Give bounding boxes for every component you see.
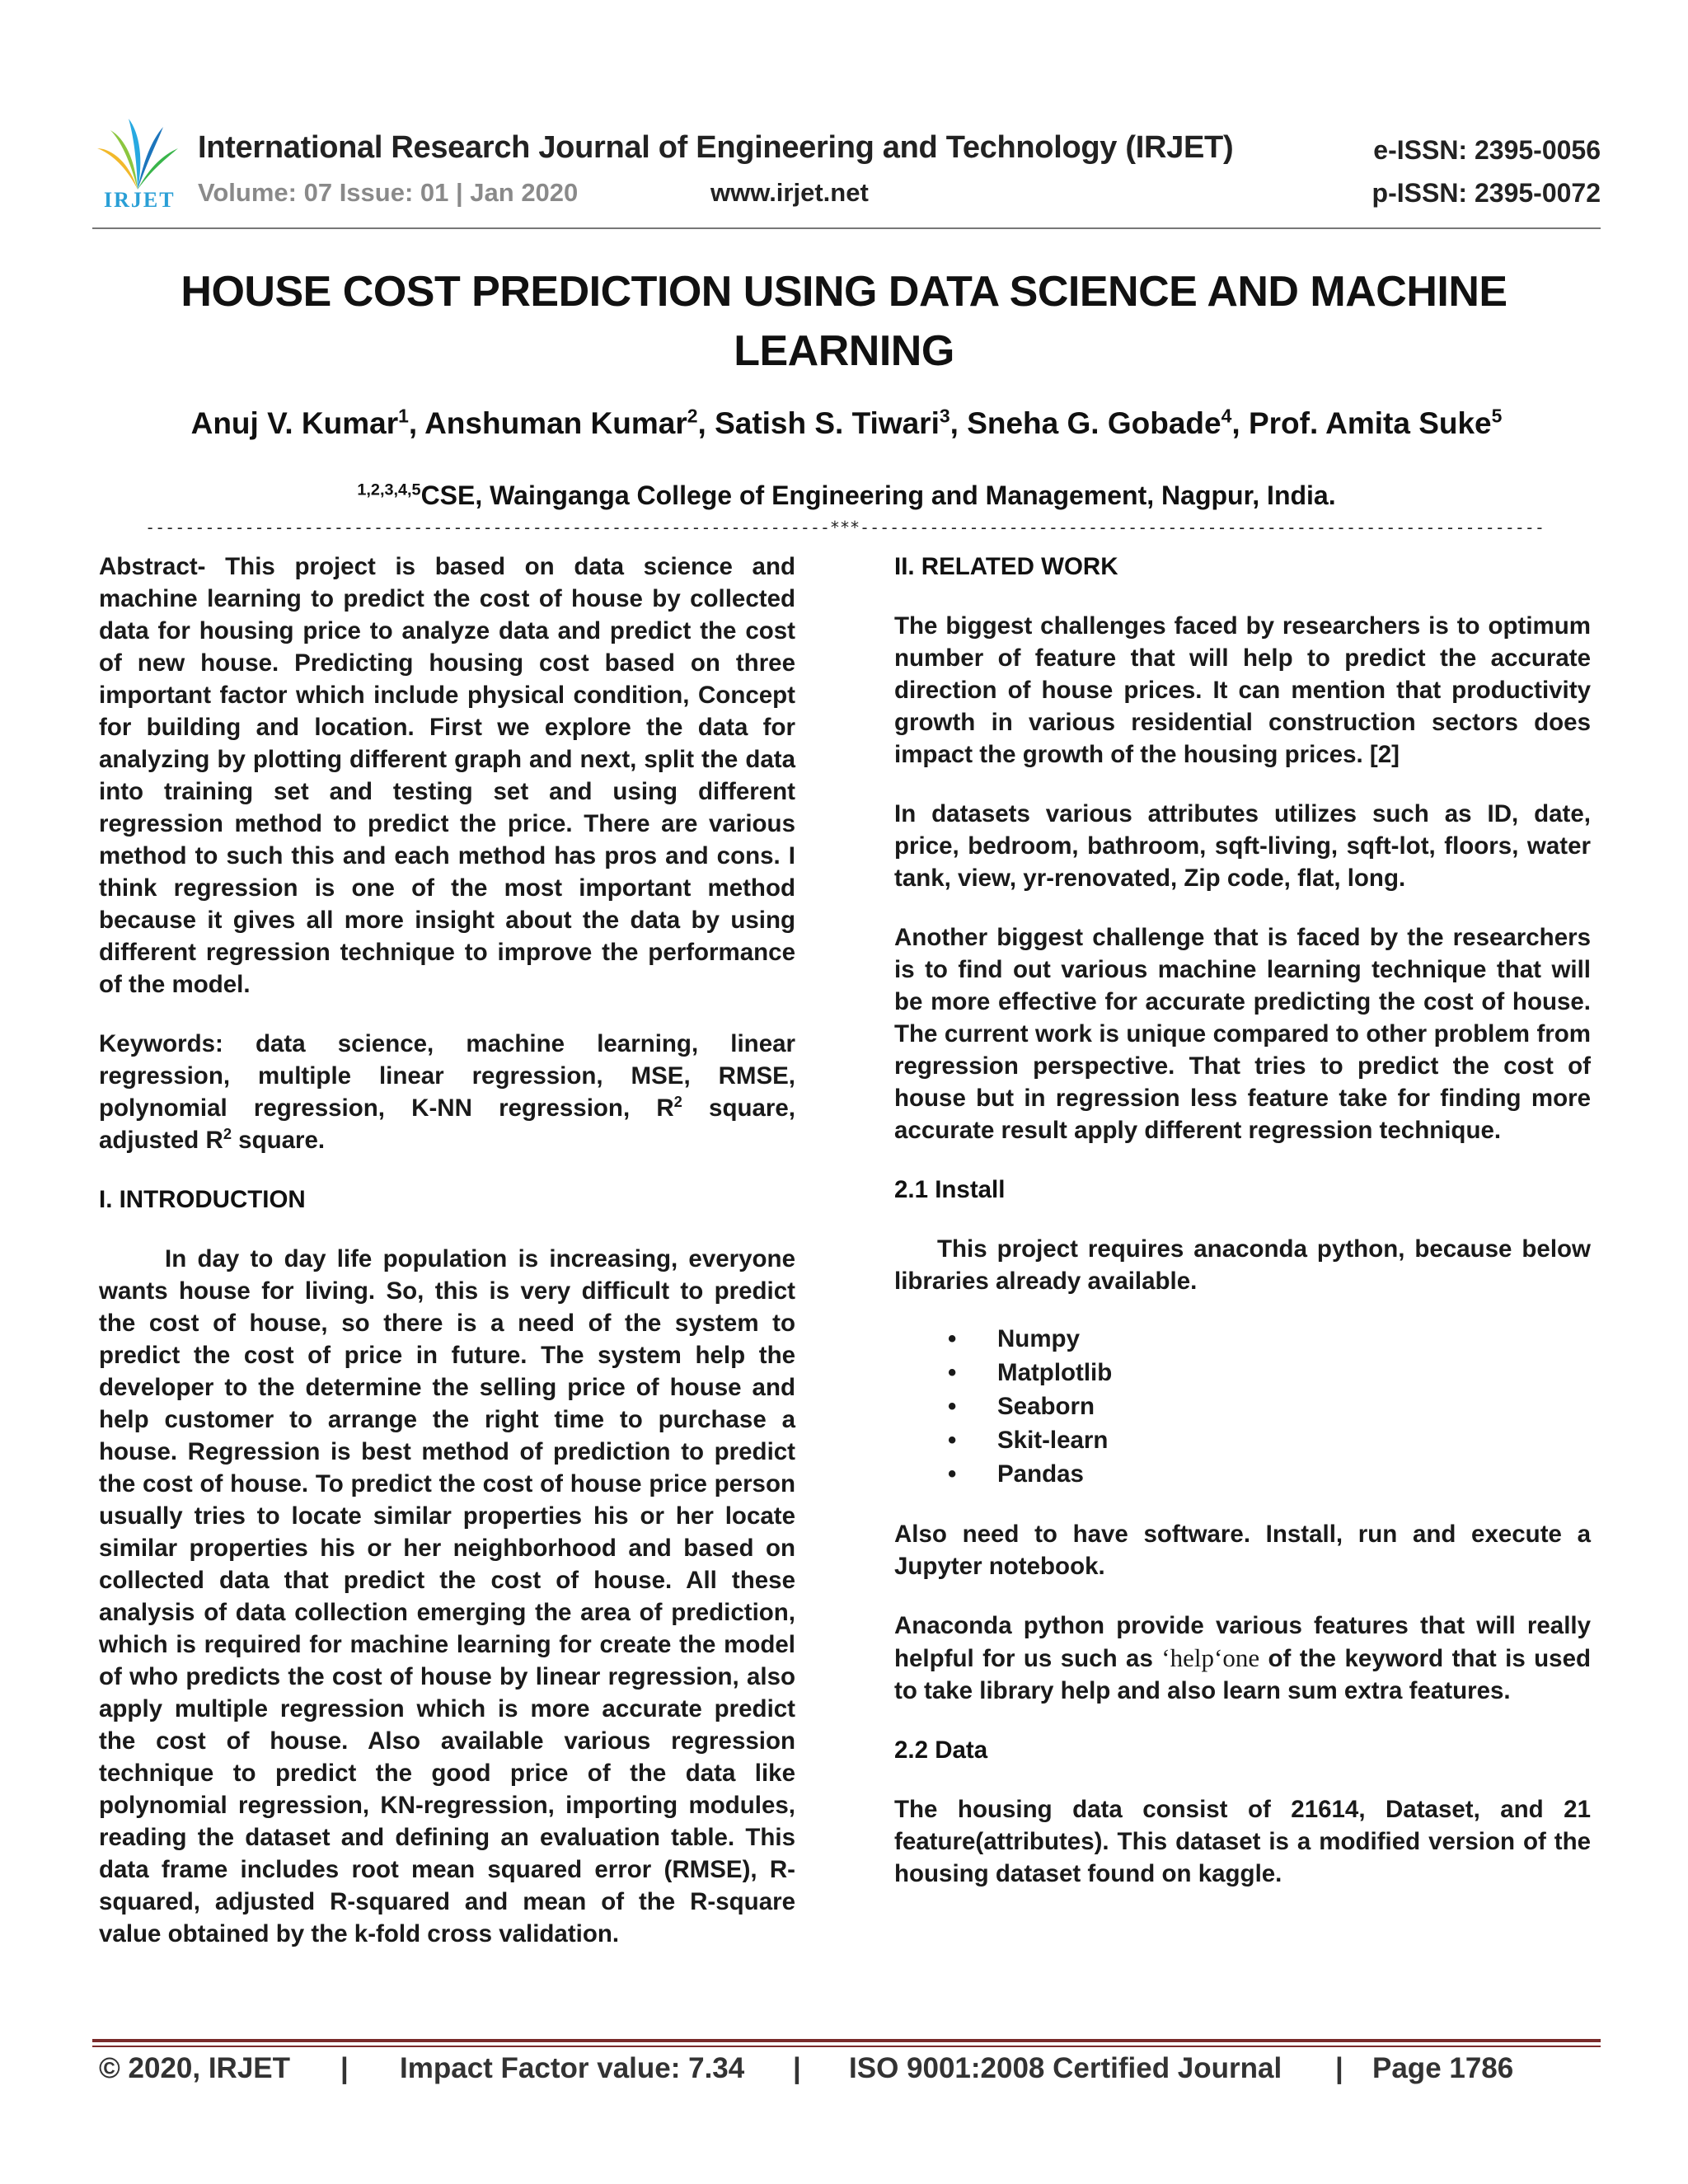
paper-title: HOUSE COST PREDICTION USING DATA SCIENCE AND MACHINE LEARNING [181,268,1507,375]
introduction-paragraph: In day to day life population is increasing, everyone wants house for living. So, this is very difficult to predict the cost of house, so there is a need of the system to predict the cost of price in future. The system help the developer to the determine the selling price of house and help customer to arrange the right time to purchase a house. Regression is best method of prediction to predict the cost of house. To predict the cost of house price person usually tries to locate similar properties his or her locate similar properties his or her neighborhood and based on collected data that predict the cost of house. All these analysis of data collection emerging the area of prediction, which is required for machine learning for create the model of who predicts the cost of house by linear regression, also apply multiple regression which is more accurate predict the cost of house. Also available various regression technique to predict the good price of the data like polynomial regression, KN-regression, importing modules, reading the dataset and defining an evaluation table. This data frame includes root mean squared error (RMSE), R-squared, adjusted R-squared and mean of the R-square value obtained by the k-fold cross validation. [99,1245,795,1947]
left-column [99,551,795,1950]
journal-website[interactable]: www.irjet.net [710,178,869,207]
author-list: Anuj V. Kumar$^1$, Anshuman Kumar$^2$, Satish S. Tiwari$^3$, Sneha G. Gobade$^4$, Prof. Amita Suke$^5$ [190,405,1503,440]
list-item: • Seaborn [894,1390,1591,1423]
related-work-paragraph: The biggest challenges faced by researchers is to optimum number of feature that will help to predict the accurate direction of house prices. It can mention that productivity growth in various residential construction sectors does impact the growth of the housing prices. [2] [894,612,1591,768]
footer-divider-thin [92,2046,1601,2047]
anaconda-paragraph: Anaconda python provide various features that will really helpful for us such as ‘help‘one of the keyword that is used to take library help and also learn sum extra features. [894,1612,1592,1704]
footer-separator: | [793,2052,801,2084]
e-issn: e-ISSN: 2395-0056 [1373,135,1601,165]
header-divider [92,227,1601,229]
introduction-heading: I. INTRODUCTION [99,1186,306,1213]
journal-name: International Research Journal of Engineering and Technology (IRJET) [198,130,1234,165]
irjet-logo: IRJET [92,115,183,214]
list-item: • Matplotlib [894,1356,1591,1390]
keywords: Keywords: data science, machine learning, linear regression, multiple linear regression, MSE, RMSE, polynomial regression, K-NN regression, $R^2$ square, adjusted $R^2$ square. [99,1030,795,1154]
journal-header [92,115,1601,216]
author: Anuj V. Kumar$^1$ [190,405,409,440]
data-paragraph: The housing data consist of 21614, Dataset, and 21 feature(attributes). This dataset is a modified version of the housing dataset found on kaggle. [894,1796,1591,1887]
author: Sneha G. Gobade$^4$ [967,405,1232,440]
p-issn: p-ISSN: 2395-0072 [1372,178,1601,208]
software-paragraph: Also need to have software. Install, run and execute a Jupyter notebook. [894,1521,1591,1580]
list-item: • Numpy [894,1322,1591,1356]
list-item: • Pandas [894,1457,1591,1491]
author: Prof. Amita Suke$^5$ [1248,405,1503,440]
page-footer [99,2052,1582,2098]
data-heading: 2.2 Data [894,1736,988,1764]
leaf-logo-icon [92,115,183,194]
volume-issue: Volume: 07 Issue: 01 | Jan 2020 [198,178,579,207]
affiliation: $^{1,2,3,4,5}$CSE, Wainganga College of Engineering and Management, Nagpur, India. [357,480,1336,510]
impact-factor: Impact Factor value: 7.34 [400,2052,745,2084]
page-number: Page 1786 [1372,2052,1514,2084]
library-list [894,1322,1591,1491]
section-separator: ---------------------------------------------------------------------***--------------------------------------------------------------------- [145,518,1545,537]
author: Anshuman Kumar$^2$ [424,405,698,440]
footer-separator: | [1335,2052,1343,2084]
author: Satish S. Tiwari$^3$ [715,405,950,440]
abstract: Abstract- This project is based on data science and machine learning to predict the cost of house by collected data for housing price to analyze data and predict the cost of new house. Predicting housing cost based on three important factor which include physical condition, Concept for building and location. First we explore the data for analyzing by plotting different graph and next, split the data into training set and testing set and using different regression method to predict the price. There are various method to such this and each method has pros and cons. I think regression is one of the most important method because it gives all more insight about the data by using different regression technique to improve the performance of the model. [99,553,795,998]
iso-certification: ISO 9001:2008 Certified Journal [849,2052,1282,2084]
install-heading: 2.1 Install [894,1176,1006,1203]
right-column [894,551,1591,1890]
list-item: • Skit-learn [894,1423,1591,1457]
footer-divider [92,2039,1601,2042]
challenge-paragraph: Another biggest challenge that is faced by the researchers is to find out various machine learning technique that will be more effective for accurate predicting the cost of house. The current work is unique compared to other problem from regression perspective. That tries to predict the cost of house but in regression less feature take for finding more accurate result apply different regression technique. [894,924,1591,1144]
attributes-paragraph: In datasets various attributes utilizes such as ID, date, price, bedroom, bathroom, sqft-living, sqft-lot, floors, water tank, view, yr-renovated, Zip code, flat, long. [894,800,1591,892]
copyright: © 2020, IRJET [99,2052,291,2084]
footer-separator: | [340,2052,349,2084]
install-paragraph: This project requires anaconda python, because below libraries already available. [894,1235,1591,1295]
related-work-heading: II. RELATED WORK [894,553,1118,580]
